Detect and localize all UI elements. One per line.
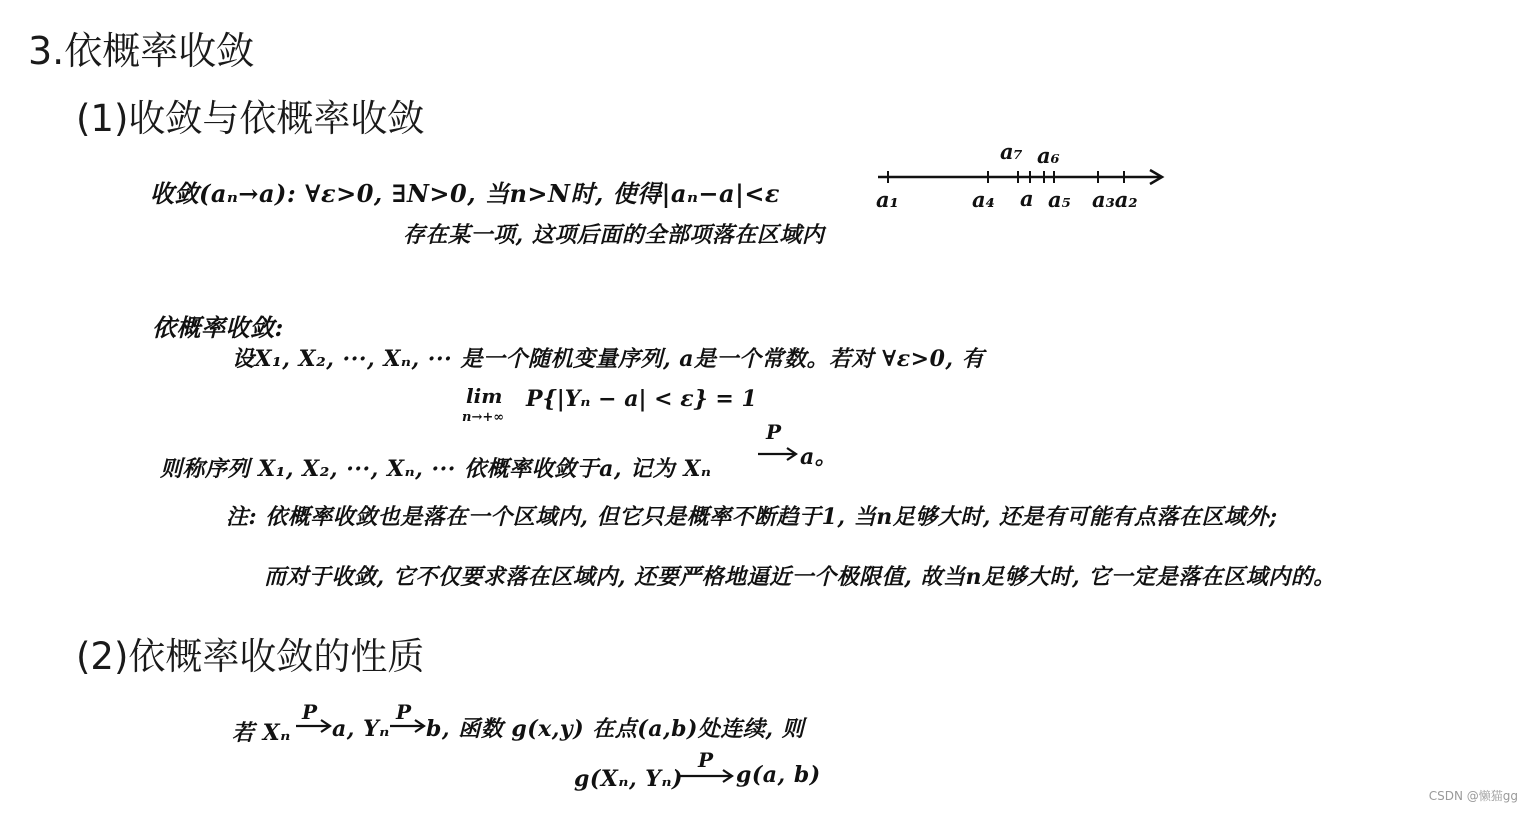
property-premise-start: 若 Xₙ bbox=[232, 720, 291, 746]
probability-conclusion: 则称序列 X₁, X₂, ···, Xₙ, ··· 依概率收敛于a, 记为 Xₙ bbox=[160, 456, 712, 482]
limit-symbol: lim bbox=[466, 384, 503, 408]
number-line-diagram bbox=[870, 135, 1170, 220]
arrow-p-label: P bbox=[766, 420, 782, 444]
convergence-definition: 收敛(aₙ→a): ∀ε>0, ∃N>0, 当n>N时, 使得|aₙ−a|<ε bbox=[150, 179, 781, 208]
label-a1: a₁ bbox=[876, 187, 899, 212]
label-a7: a₇ bbox=[1000, 139, 1023, 164]
label-a6: a₆ bbox=[1037, 143, 1060, 168]
subsection-title-2: (2)依概率收敛的性质 bbox=[76, 635, 425, 678]
yn-arrow-p-label: P bbox=[396, 700, 412, 724]
watermark: CSDN @懒猫gg bbox=[1428, 789, 1518, 803]
subsection-title-1: (1)收敛与依概率收敛 bbox=[76, 97, 425, 140]
property-premise-mid: a, Yₙ bbox=[332, 716, 390, 742]
label-a5: a₅ bbox=[1048, 187, 1071, 212]
property-result-right: g(a, b) bbox=[736, 762, 821, 788]
probability-setup: 设X₁, X₂, ···, Xₙ, ··· 是一个随机变量序列, a是一个常数。若对 ∀ε>0, 有 bbox=[232, 346, 985, 372]
xn-arrow-p-label: P bbox=[302, 700, 318, 724]
label-a4: a₄ bbox=[972, 187, 995, 212]
limit-subscript: n→+∞ bbox=[462, 410, 505, 425]
limit-body: P{|Yₙ − a| < ε} = 1 bbox=[526, 386, 757, 412]
note-line-1: 注: 依概率收敛也是落在一个区域内, 但它只是概率不断趋于1, 当n足够大时, 还是有可能有点落在区域外; bbox=[226, 504, 1278, 530]
property-premise-end: b, 函数 g(x,y) 在点(a,b)处连续, 则 bbox=[426, 716, 805, 742]
property-result-left: g(Xₙ, Yₙ) bbox=[574, 766, 683, 792]
label-a3a2: a₃a₂ bbox=[1092, 187, 1138, 212]
probability-convergence-heading: 依概率收敛: bbox=[152, 313, 284, 342]
convergence-explanation: 存在某一项, 这项后面的全部项落在区域内 bbox=[403, 222, 825, 248]
label-a: a bbox=[1020, 186, 1034, 211]
note-line-2: 而对于收敛, 它不仅要求落在区域内, 还要严格地逼近一个极限值, 故当n足够大时, 它一定是落在区域内的。 bbox=[264, 564, 1336, 590]
section-title: 3.依概率收敛 bbox=[28, 29, 255, 73]
probability-limit-value: a。 bbox=[800, 444, 838, 470]
result-arrow-p-label: P bbox=[698, 748, 714, 772]
